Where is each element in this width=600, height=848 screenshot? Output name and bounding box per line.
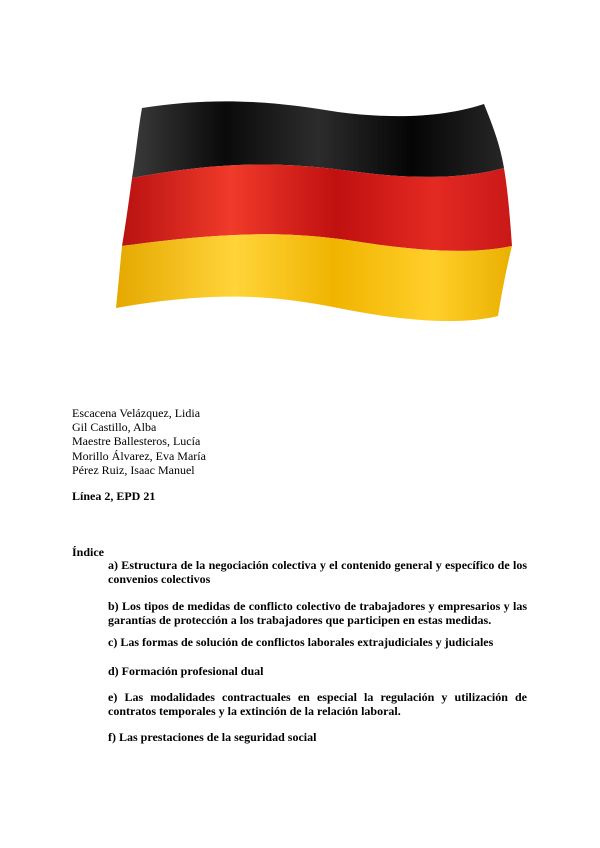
author-name: Escacena Velázquez, Lidia — [72, 406, 201, 420]
author-name: Maestre Ballesteros, Lucía — [72, 434, 201, 449]
flag-black-stripe — [132, 101, 504, 178]
author-list — [72, 406, 206, 477]
index-item: f) Las prestaciones de la seguridad social — [108, 730, 317, 744]
germany-flag-image — [98, 94, 522, 326]
index-item: c) Las formas de solución de conflictos laborales extrajudiciales y judiciales — [108, 635, 494, 649]
index-heading: Índice — [72, 545, 105, 559]
author-name: Gil Castillo, Alba — [72, 420, 157, 435]
index-item: b) Los tipos de medidas de conflicto colectivo de trabajadores y empresarios y las garantías de protección a los trabajadores que participen en estas medidas. — [108, 599, 527, 628]
author-name: Pérez Ruiz, Isaac Manuel — [72, 462, 195, 477]
author-name: Morillo Álvarez, Eva María — [72, 448, 206, 463]
group-line-info: Línea 2, EPD 21 — [72, 489, 156, 503]
index-item: a) Estructura de la negociación colectiva y el contenido general y específico de los convenios colectivos — [108, 558, 527, 587]
index-item: d) Formación profesional dual — [108, 664, 264, 678]
index-item: e) Las modalidades contractuales en especial la regulación y utilización de contratos temporales y la extinción de la relación laboral. — [108, 690, 527, 719]
